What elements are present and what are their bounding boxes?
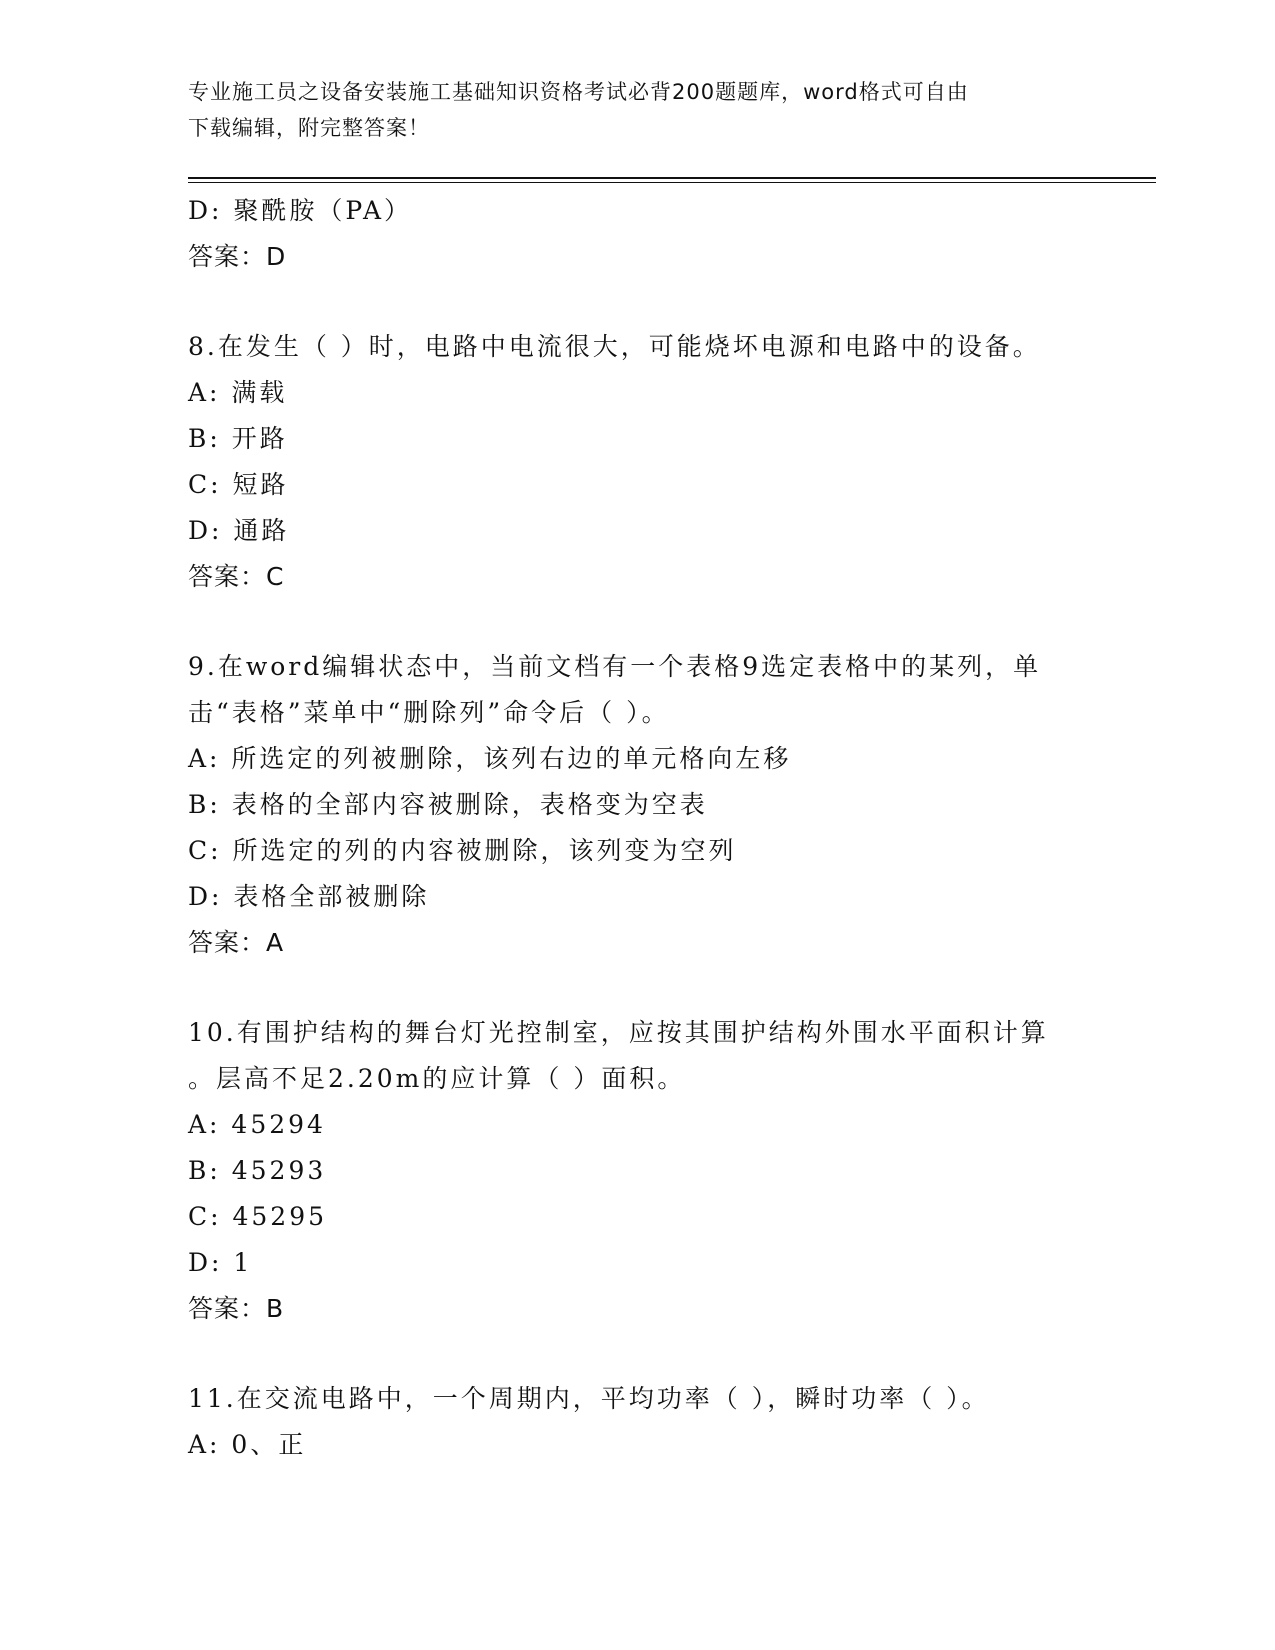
- question-10: [188, 1010, 1088, 1332]
- option-c: C: 短路: [188, 470, 289, 499]
- option-b: B: 表格的全部内容被删除，表格变为空表: [188, 790, 708, 819]
- answer-line: 答案：A: [188, 928, 285, 957]
- question-stem-line-1: 10.有围护结构的舞台灯光控制室，应按其围护结构外围水平面积计算: [188, 1018, 1049, 1047]
- option-d: D: 聚酰胺（PA）: [188, 196, 412, 225]
- question-11: [188, 1376, 1088, 1468]
- question-7-tail: [188, 188, 1088, 280]
- header-divider-thick: [188, 177, 1156, 179]
- question-stem-line-2: 。层高不足2.20m的应计算（ ）面积。: [188, 1064, 686, 1093]
- answer-line: 答案：D: [188, 242, 287, 271]
- question-stem-line-2: 击“表格”菜单中“删除列”命令后（ ）。: [188, 698, 670, 727]
- question-stem-line-1: 9.在word编辑状态中，当前文档有一个表格9选定表格中的某列，单: [188, 652, 1042, 681]
- option-a: A: 所选定的列被删除，该列右边的单元格向左移: [188, 744, 792, 773]
- option-d: D: 1: [188, 1248, 253, 1277]
- option-b: B: 45293: [188, 1156, 327, 1185]
- question-stem: 8.在发生（ ）时，电路中电流很大，可能烧坏电源和电路中的设备。: [188, 332, 1041, 361]
- option-a: A: 满载: [188, 378, 288, 407]
- option-c: C: 45295: [188, 1202, 328, 1231]
- question-stem: 11.在交流电路中，一个周期内，平均功率（ ），瞬时功率（ ）。: [188, 1384, 990, 1413]
- header-line-1: 专业施工员之设备安装施工基础知识资格考试必背200题题库，word格式可自由: [188, 80, 969, 104]
- option-c: C: 所选定的列的内容被删除，该列变为空列: [188, 836, 737, 865]
- answer-line: 答案：B: [188, 1294, 285, 1323]
- option-a: A: 0、正: [188, 1430, 307, 1459]
- header-divider-thin: [188, 182, 1156, 183]
- question-9: [188, 644, 1088, 966]
- question-list: [188, 188, 1088, 1468]
- header-line-2: 下载编辑，附完整答案！: [188, 116, 430, 140]
- option-a: A: 45294: [188, 1110, 326, 1139]
- option-d: D: 表格全部被删除: [188, 882, 430, 911]
- option-d: D: 通路: [188, 516, 290, 545]
- option-b: B: 开路: [188, 424, 288, 453]
- document-header: [188, 74, 1088, 146]
- question-8: [188, 324, 1088, 600]
- answer-line: 答案：C: [188, 562, 285, 591]
